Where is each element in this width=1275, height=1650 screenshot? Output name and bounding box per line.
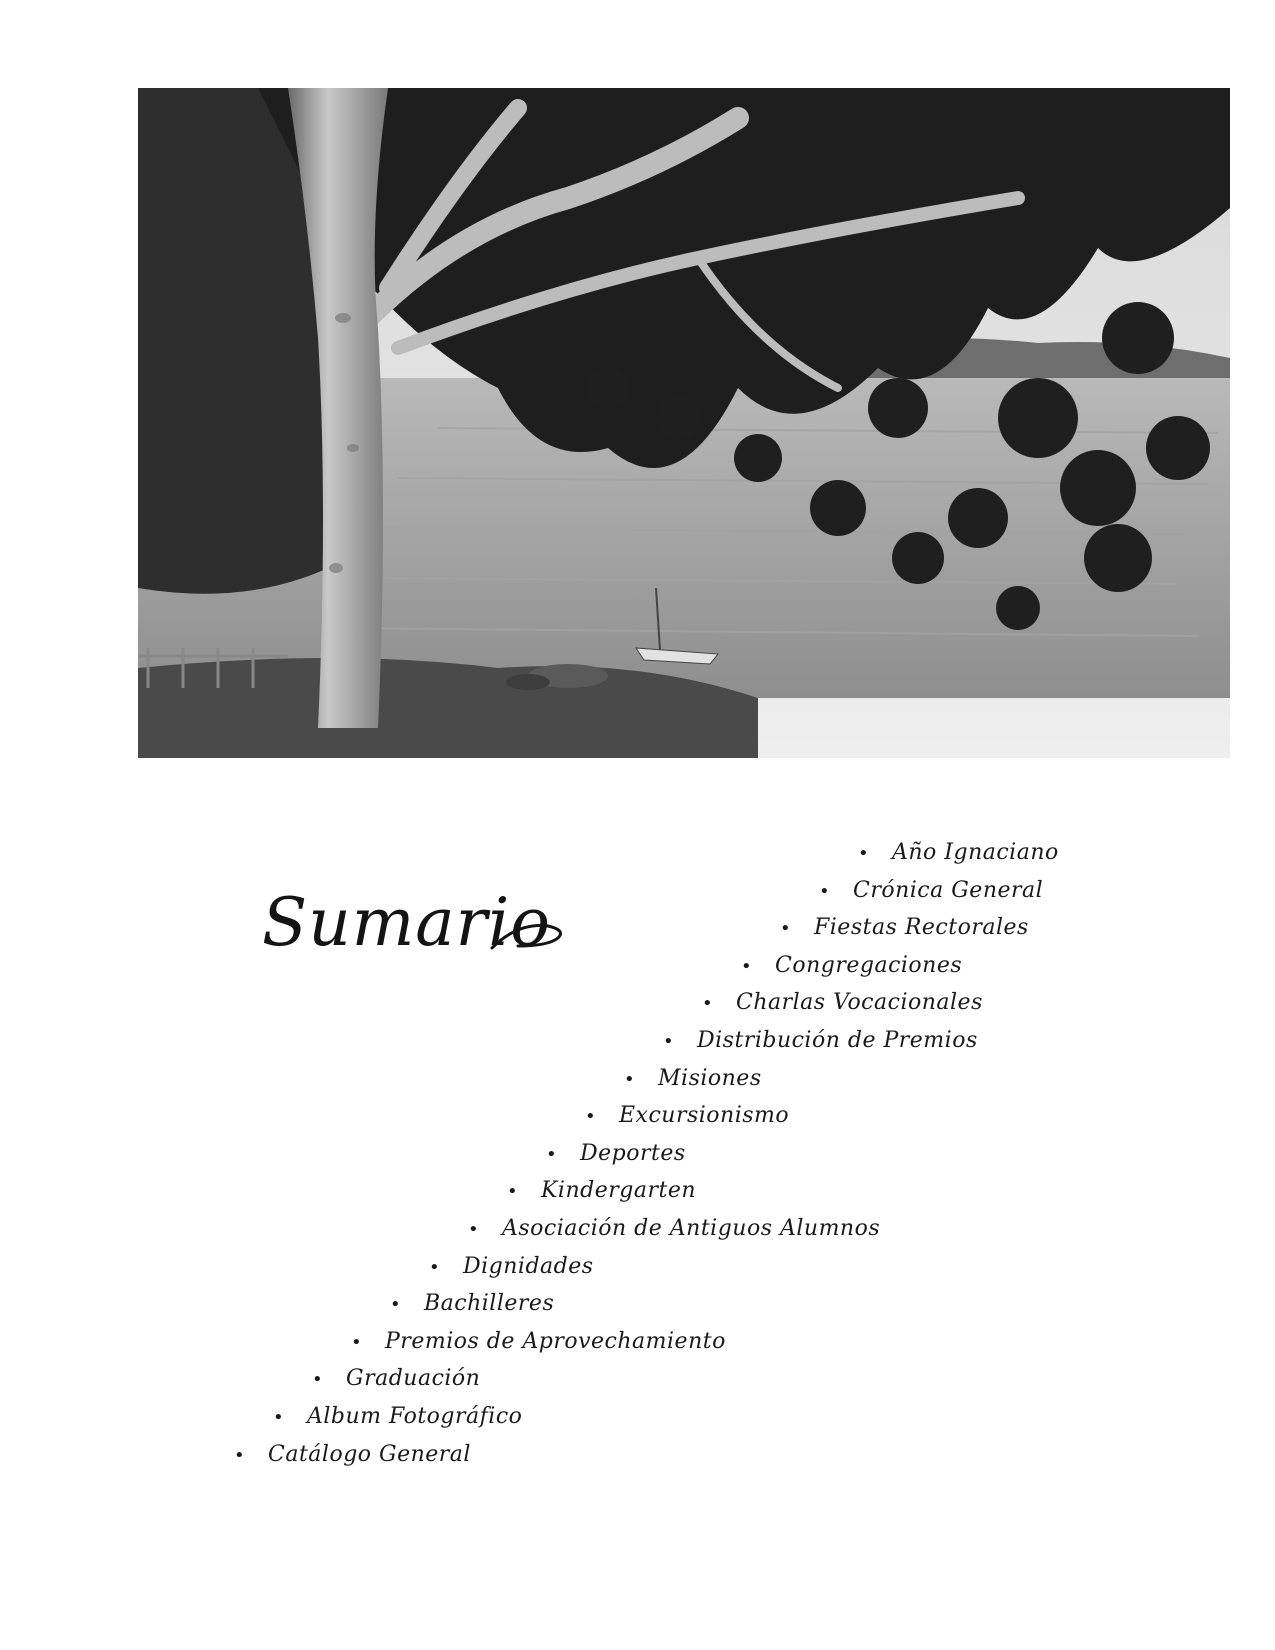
toc-item bbox=[546, 1141, 686, 1168]
toc-item-label: Kindergarten bbox=[541, 1178, 697, 1204]
toc-item bbox=[468, 1216, 880, 1243]
bullet-icon: • bbox=[273, 1407, 285, 1428]
page-title: Sumario bbox=[262, 884, 552, 961]
bullet-icon: • bbox=[702, 993, 714, 1015]
toc-item bbox=[663, 1028, 978, 1055]
lakeside-tree-photo bbox=[138, 88, 1230, 758]
bullet-icon: • bbox=[507, 1181, 519, 1203]
toc-item-label: Graduación bbox=[346, 1366, 481, 1392]
toc-item bbox=[741, 953, 962, 980]
toc-item bbox=[273, 1404, 522, 1431]
bullet-icon: • bbox=[429, 1256, 441, 1278]
toc-item bbox=[312, 1366, 480, 1393]
bullet-icon: • bbox=[351, 1331, 363, 1353]
toc-item-label: Album Fotográfico bbox=[307, 1404, 523, 1429]
bullet-icon: • bbox=[741, 955, 753, 977]
toc-item bbox=[507, 1178, 696, 1205]
toc-item-label: Charlas Vocacionales bbox=[736, 990, 983, 1016]
toc-item-label: Dignidades bbox=[463, 1253, 594, 1279]
toc-item-label: Congregaciones bbox=[775, 952, 963, 978]
toc-item bbox=[780, 915, 1029, 942]
toc-item-label: Misiones bbox=[658, 1065, 762, 1091]
toc-item-label: Bachilleres bbox=[424, 1291, 555, 1317]
toc-item-label: Deportes bbox=[580, 1140, 686, 1166]
bullet-icon: • bbox=[780, 918, 792, 940]
toc-item bbox=[585, 1103, 789, 1130]
bullet-icon: • bbox=[234, 1444, 246, 1466]
title-flourish-icon bbox=[488, 916, 568, 956]
toc-item-label: Fiestas Rectorales bbox=[814, 915, 1029, 941]
bullet-icon: • bbox=[819, 880, 831, 902]
bullet-icon: • bbox=[390, 1294, 402, 1316]
toc-item-label: Asociación de Antiguos Alumnos bbox=[502, 1216, 881, 1241]
toc-item bbox=[858, 840, 1059, 867]
toc-item-label: Catálogo General bbox=[268, 1441, 471, 1467]
bullet-icon: • bbox=[585, 1106, 597, 1128]
toc-item bbox=[624, 1066, 762, 1093]
toc-item-label: Año Ignaciano bbox=[892, 840, 1059, 865]
bullet-icon: • bbox=[546, 1143, 558, 1165]
toc-item bbox=[351, 1329, 726, 1356]
toc-item bbox=[702, 990, 983, 1017]
toc-item bbox=[234, 1442, 471, 1469]
toc-item bbox=[390, 1291, 554, 1318]
bullet-icon: • bbox=[624, 1068, 636, 1090]
bullet-icon: • bbox=[858, 843, 870, 864]
bullet-icon: • bbox=[663, 1031, 675, 1052]
bullet-icon: • bbox=[468, 1219, 480, 1240]
toc-item-label: Crónica General bbox=[853, 877, 1044, 903]
toc-item bbox=[819, 878, 1043, 905]
toc-item bbox=[429, 1254, 594, 1281]
toc-item-label: Premios de Aprovechamiento bbox=[385, 1328, 726, 1354]
toc-item-label: Excursionismo bbox=[619, 1103, 790, 1129]
toc-item-label: Distribución de Premios bbox=[697, 1028, 978, 1053]
bullet-icon: • bbox=[312, 1369, 324, 1391]
